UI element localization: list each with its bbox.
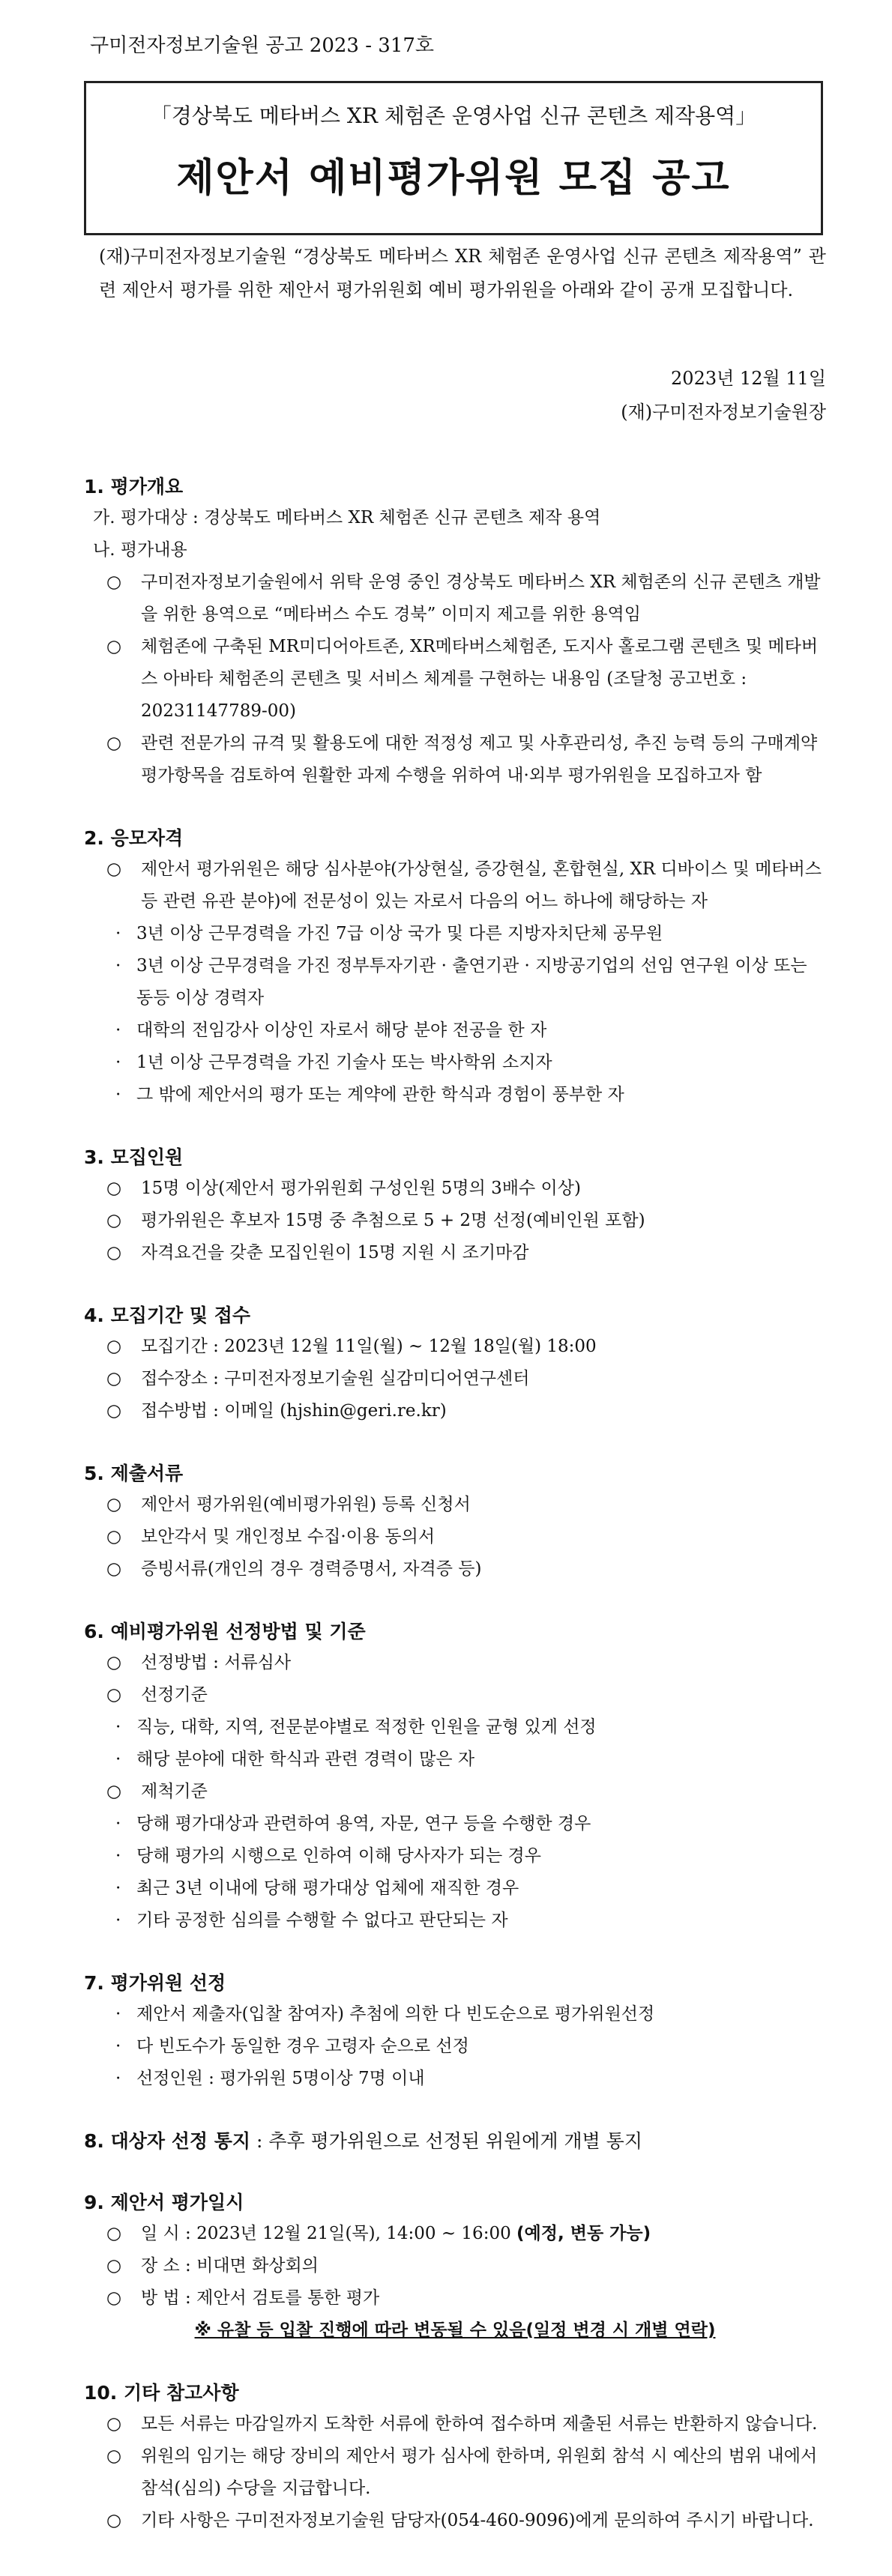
list-item-text: 가. 평가대상 : 경상북도 메타버스 XR 체험존 신규 콘텐츠 제작 용역 [93,508,601,527]
section-title: 7. 평가위원 선정 [84,1972,226,1994]
circle-bullet-icon: ○ [106,1495,122,1514]
list-item [84,1872,826,1905]
main-title: 제안서 예비평가위원 모집 공고 [176,156,731,201]
list-item [84,2315,826,2347]
list-item-text: 방 법 : 제안서 검토를 통한 평가 [141,2288,380,2308]
list-item-text: 다 빈도수가 동일한 경우 고령자 순으로 선정 [136,2037,469,2056]
list-item [84,631,826,728]
section-title: 1. 평가개요 [84,476,184,498]
section-4 [84,1301,826,1427]
list-item [84,1808,826,1840]
list-item [84,1553,826,1585]
list-item-text: 당해 평가의 시행으로 인하여 이해 당사자가 되는 경우 [136,1846,541,1866]
circle-bullet-icon: ○ [106,1685,122,1705]
list-item [84,853,826,918]
list-item [84,1647,826,1679]
list-item-text: 선정방법 : 서류심사 [141,1653,292,1672]
section-heading [84,2188,826,2218]
section-10 [84,2378,826,2537]
dot-bullet-icon: · [115,1878,121,1898]
list-item-text: 1년 이상 근무경력을 가진 기술사 또는 박사학위 소지자 [136,1053,552,1072]
list-item-text: 대학의 전임강사 이상인 자로서 해당 분야 전공을 한 자 [136,1021,547,1040]
section-8 [84,2126,826,2156]
circle-bullet-icon: ○ [106,1179,122,1198]
list-item-text: 당해 평가대상과 관련하여 용역, 자문, 연구 등을 수행한 경우 [136,1814,591,1833]
circle-bullet-icon: ○ [106,1559,122,1579]
circle-bullet-icon: ○ [106,2414,122,2434]
list-item [84,1205,826,1237]
notice-number: 구미전자정보기술원 공고 2023 - 317호 [90,34,435,57]
section-title: 10. 기타 참고사항 [84,2382,239,2404]
section-6 [84,1617,826,1937]
list-item [84,1489,826,1521]
section-7 [84,1968,826,2095]
list-item-text: 선정인원 : 평가위원 5명이상 7명 이내 [136,2069,425,2088]
list-item [84,2250,826,2282]
list-item-text: 체험존에 구축된 MR미디어아트존, XR메타버스체험존, 도지사 홀로그램 콘텐츠 및 메타버스 아바타 체험존의 콘텐츠 및 서비스 체계를 구현하는 내용임 (조달청 공고번호 : 20231147789-00) [141,637,819,721]
circle-bullet-icon: ○ [106,1401,122,1421]
dot-bullet-icon: · [115,1085,121,1104]
section-heading [84,1301,826,1331]
list-item [84,1521,826,1553]
section-heading [84,823,826,853]
list-item [84,1079,826,1111]
section-title: 6. 예비평가위원 선정방법 및 기준 [84,1621,366,1642]
list-item [84,728,826,792]
section-title: 2. 응모자격 [84,827,184,849]
title-box [84,81,823,235]
circle-bullet-icon: ○ [106,637,122,656]
list-item-text: 자격요건을 갖춘 모집인원이 15명 지원 시 조기마감 [141,1243,529,1263]
section-heading [84,1617,826,1647]
list-item-text: 일 시 : 2023년 12월 21일(목), 14:00 ~ 16:00 [141,2224,517,2243]
list-item [84,2408,826,2440]
section-2 [84,823,826,1111]
list-item-text: 선정기준 [141,1685,208,1705]
dot-bullet-icon: · [115,1814,121,1833]
list-item-text: 보안각서 및 개인정보 수집·이용 동의서 [141,1527,436,1546]
circle-bullet-icon: ○ [106,2511,122,2530]
section-heading [84,472,826,502]
list-item [84,2505,826,2537]
list-item-text: 제척기준 [141,1782,208,1801]
list-item [84,2218,826,2250]
list-item-text: 직능, 대학, 지역, 전문분야별로 적정한 인원을 균형 있게 선정 [136,1717,597,1737]
list-item [84,1905,826,1937]
announcement-date: 2023년 12월 11일 [671,368,826,389]
section-heading [84,1459,826,1489]
section-1 [84,472,826,792]
section-title: 9. 제안서 평가일시 [84,2192,244,2213]
circle-bullet-icon: ○ [106,734,122,753]
list-item-text: 증빙서류(개인의 경우 경력증명서, 자격증 등) [141,1559,482,1579]
list-item [84,1331,826,1363]
list-item [84,1237,826,1269]
section-3 [84,1143,826,1269]
circle-bullet-icon: ○ [106,1527,122,1546]
dot-bullet-icon: · [115,2037,121,2056]
list-item [84,1173,826,1205]
list-item [84,502,826,534]
list-item [84,1363,826,1395]
circle-bullet-icon: ○ [106,859,122,879]
dot-bullet-icon: · [115,2004,121,2024]
list-item [84,1744,826,1776]
list-item [84,1840,826,1872]
section-title: 4. 모집기간 및 접수 [84,1304,251,1326]
section-heading [84,2378,826,2408]
section-5 [84,1459,826,1585]
circle-bullet-icon: ○ [106,2446,122,2466]
circle-bullet-icon: ○ [106,1243,122,1263]
circle-bullet-icon: ○ [106,1211,122,1230]
issuer-name: (재)구미전자정보기술원장 [621,402,826,423]
circle-bullet-icon: ○ [106,1337,122,1356]
section-title: 8. 대상자 선정 통지 [84,2130,251,2152]
list-item-text: 모든 서류는 마감일까지 도착한 서류에 한하여 접수하며 제출된 서류는 반환하지 않습니다. [141,2414,818,2434]
list-item-text: 제안서 평가위원은 해당 심사분야(가상현실, 증강현실, 혼합현실, XR 디바이스 및 메타버스 등 관련 유관 분야)에 전문성이 있는 자로서 다음의 어느 하나에 해당하는 자 [141,859,822,911]
dot-bullet-icon: · [115,1053,121,1072]
list-item-text: 위원의 임기는 해당 장비의 제안서 평가 심사에 한하며, 위원회 참석 시 예산의 범위 내에서 참석(심의) 수당을 지급합니다. [141,2446,818,2498]
list-item [84,2031,826,2063]
dot-bullet-icon: · [115,1717,121,1737]
list-item-text: 그 밖에 제안서의 평가 또는 계약에 관한 학식과 경험이 풍부한 자 [136,1085,624,1104]
sections-container [84,442,826,2537]
list-item-text: 구미전자정보기술원에서 위탁 운영 중인 경상북도 메타버스 XR 체험존의 신규 콘텐츠 개발을 위한 용역으로 “메타버스 수도 경북” 이미지 제고를 위한 용역임 [141,572,821,624]
section-note: : 추후 평가위원으로 선정된 위원에게 개별 통지 [250,2130,642,2152]
list-item [84,2282,826,2315]
dot-bullet-icon: · [115,2069,121,2088]
list-item-text: 최근 3년 이내에 당해 평가대상 업체에 재직한 경우 [136,1878,519,1898]
section-9 [84,2188,826,2347]
circle-bullet-icon: ○ [106,1653,122,1672]
list-item-text: ※ 유찰 등 입찰 진행에 따라 변동될 수 있음(일정 변경 시 개별 연락) [194,2320,716,2340]
section-title: 5. 제출서류 [84,1463,184,1484]
list-item [84,566,826,631]
list-item [84,1679,826,1711]
dot-bullet-icon: · [115,956,121,976]
dot-bullet-icon: · [115,1911,121,1930]
dot-bullet-icon: · [115,1750,121,1769]
list-item [84,1015,826,1047]
list-item [84,1776,826,1808]
dot-bullet-icon: · [115,924,121,943]
list-item [84,2063,826,2095]
list-item-text: 기타 공정한 심의를 수행할 수 없다고 판단되는 자 [136,1911,508,1930]
list-item [84,1047,826,1079]
list-item-text: 3년 이상 근무경력을 가진 7급 이상 국가 및 다른 지방자치단체 공무원 [136,924,663,943]
dot-bullet-icon: · [115,1021,121,1040]
list-item-text: 해당 분야에 대한 학식과 관련 경력이 많은 자 [136,1750,475,1769]
list-item [84,2440,826,2505]
list-item [84,1395,826,1427]
section-heading [84,1968,826,1998]
list-item-text: 접수장소 : 구미전자정보기술원 실감미디어연구센터 [141,1369,530,1388]
dot-bullet-icon: · [115,1846,121,1866]
list-item-text: 모집기간 : 2023년 12월 11일(월) ~ 12월 18일(월) 18:00 [141,1337,597,1356]
circle-bullet-icon: ○ [106,572,122,592]
list-item-text: 접수방법 : 이메일 (hjshin@geri.re.kr) [141,1401,447,1421]
section-title: 3. 모집인원 [84,1146,184,1168]
list-item [84,1998,826,2031]
intro-paragraph: (재)구미전자정보기술원 “경상북도 메타버스 XR 체험존 운영사업 신규 콘텐츠 제작용역” 관련 제안서 평가를 위한 제안서 평가위원회 예비 평가위원을 아래와 같이 공개 모집합니다. [99,246,826,300]
list-item-text: 기타 사항은 구미전자정보기술원 담당자(054-460-9096)에게 문의하여 주시기 바랍니다. [141,2511,814,2530]
list-item-text: 나. 평가내용 [93,540,187,560]
list-item [84,534,826,566]
list-item [84,918,826,950]
circle-bullet-icon: ○ [106,1782,122,1801]
list-item-text: 평가위원은 후보자 15명 중 추첨으로 5 + 2명 선정(예비인원 포함) [141,1211,645,1230]
list-item-text: 3년 이상 근무경력을 가진 정부투자기관 · 출연기관 · 지방공기업의 선임 연구원 이상 또는 동등 이상 경력자 [136,956,807,1008]
list-item-text: 제안서 제출자(입찰 참여자) 추첨에 의한 다 빈도순으로 평가위원선정 [136,2004,655,2024]
section-heading [84,2126,826,2156]
section-heading [84,1143,826,1173]
list-item [84,1711,826,1744]
circle-bullet-icon: ○ [106,1369,122,1388]
circle-bullet-icon: ○ [106,2224,122,2243]
emphasis-text: (예정, 변동 가능) [516,2224,651,2243]
project-title: 「경상북도 메타버스 XR 체험존 운영사업 신규 콘텐츠 제작용역」 [150,103,757,128]
list-item [84,950,826,1015]
list-item-text: 장 소 : 비대면 화상회의 [141,2256,319,2276]
circle-bullet-icon: ○ [106,2288,122,2308]
list-item-text: 15명 이상(제안서 평가위원회 구성인원 5명의 3배수 이상) [141,1179,581,1198]
circle-bullet-icon: ○ [106,2256,122,2276]
list-item-text: 제안서 평가위원(예비평가위원) 등록 신청서 [141,1495,471,1514]
list-item-text: 관련 전문가의 규격 및 활용도에 대한 적정성 제고 및 사후관리성, 추진 능력 등의 구매계약 평가항목을 검토하여 원활한 과제 수행을 위하여 내·외부 평가위원을 모집하고자 함 [141,734,818,785]
